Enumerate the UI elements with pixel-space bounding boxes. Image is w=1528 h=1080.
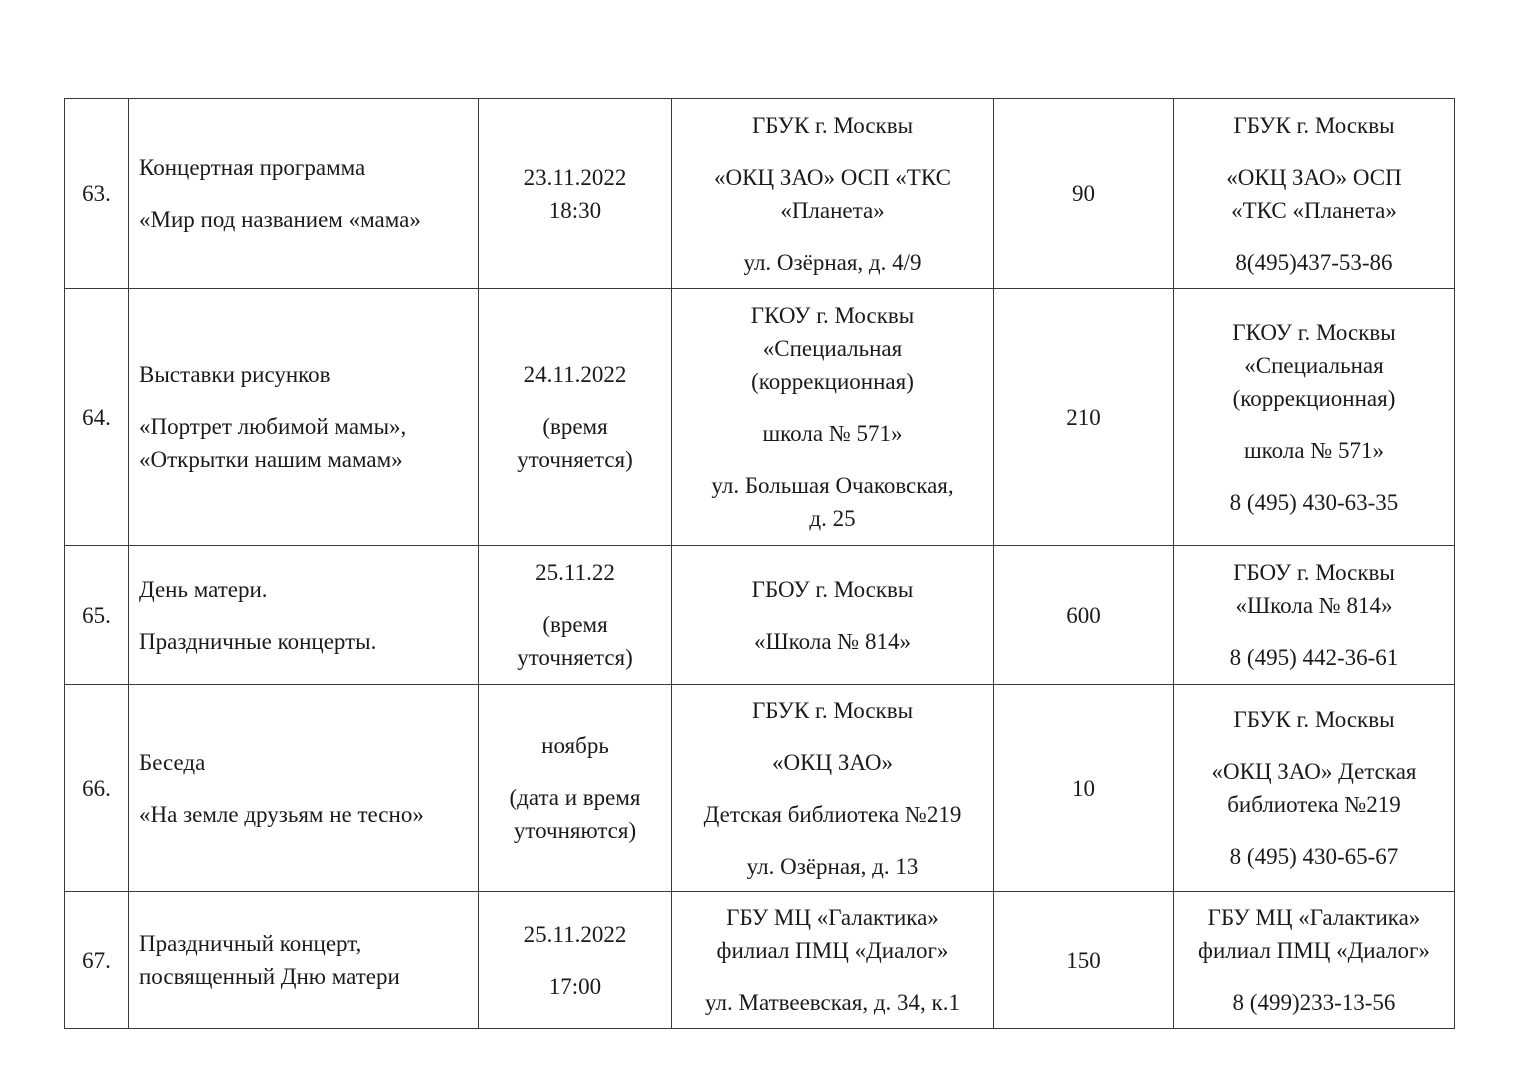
- cell-text-line: д. 25: [809, 506, 856, 531]
- cell-text-line: 24.11.2022: [523, 362, 627, 387]
- cell-text-line: Выставки рисунков: [139, 362, 331, 387]
- cell-text-line: 17:00: [548, 973, 602, 999]
- paragraph-gap: [1182, 467, 1446, 486]
- paragraph-gap: [139, 184, 470, 203]
- organizer-contact-cell: [1174, 99, 1455, 289]
- event-name-cell: [129, 685, 479, 892]
- cell-text: 90: [1072, 181, 1095, 206]
- cell-text-line: ГБОУ г. Москвы: [751, 576, 914, 602]
- row-number-cell: [65, 892, 129, 1029]
- cell-text-line: «Портрет любимой мамы»,: [139, 414, 407, 439]
- cell-text-line: «Мир под названием «мама»: [139, 207, 421, 232]
- cell-text-line: (коррекционная): [1232, 385, 1396, 411]
- paragraph-gap: [1182, 142, 1446, 161]
- participant-count-cell: [994, 546, 1174, 685]
- table-row: [65, 892, 1455, 1029]
- row-number-cell: [65, 546, 129, 685]
- cell-text-line: уточняется): [517, 645, 633, 670]
- row-number-cell: [65, 289, 129, 546]
- cell-text-line: 8 (495) 430-65-67: [1229, 844, 1399, 869]
- paragraph-gap: [487, 391, 663, 410]
- cell-text-line: ГБУК г. Москвы: [1233, 112, 1395, 138]
- cell-text-line: (дата и время: [509, 785, 641, 810]
- event-date-cell: [479, 99, 672, 289]
- paragraph-gap: [1182, 622, 1446, 641]
- cell-text-line: (коррекционная): [751, 369, 914, 394]
- row-number-cell: [65, 99, 129, 289]
- cell-text-line: ул. Озёрная, д. 13: [746, 853, 919, 879]
- cell-text: 63.: [82, 181, 111, 206]
- event-venue-cell: [672, 99, 994, 289]
- cell-text: 65.: [82, 602, 111, 628]
- event-venue-cell: [672, 892, 994, 1029]
- table-row: [65, 546, 1455, 685]
- cell-text: 66.: [82, 775, 111, 801]
- cell-text-line: 25.11.2022: [523, 921, 627, 947]
- cell-text-line: ул. Матвеевская, д. 34, к.1: [705, 990, 960, 1015]
- events-table: [64, 98, 1455, 1029]
- cell-text-line: филиал ПМЦ «Диалог»: [716, 938, 949, 963]
- cell-text-line: ГБУК г. Москвы: [1233, 707, 1395, 732]
- event-date-cell: [479, 289, 672, 546]
- cell-text-line: ГБУК г. Москвы: [751, 697, 914, 723]
- cell-text-line: 18:30: [548, 197, 602, 223]
- cell-text-line: Беседа: [139, 749, 206, 775]
- event-venue-cell: [672, 685, 994, 892]
- row-number-cell: [65, 685, 129, 892]
- cell-text-line: ГБУ МЦ «Галактика»: [1207, 905, 1421, 930]
- cell-text: 600: [1066, 602, 1101, 628]
- paragraph-gap: [1182, 736, 1446, 755]
- paragraph-gap: [1182, 415, 1446, 434]
- participant-count-cell: [994, 685, 1174, 892]
- cell-text-line: ГБОУ г. Москвы: [1233, 560, 1395, 585]
- cell-text-line: День матери.: [139, 576, 268, 602]
- table-row: [65, 289, 1455, 546]
- cell-text: 210: [1066, 404, 1101, 430]
- cell-text-line: 25.11.22: [535, 560, 615, 585]
- paragraph-gap: [680, 227, 985, 246]
- cell-text-line: 8 (495) 442-36-61: [1229, 645, 1399, 670]
- cell-text-line: 23.11.2022: [523, 164, 627, 190]
- paragraph-gap: [680, 142, 985, 161]
- paragraph-gap: [1182, 821, 1446, 840]
- cell-text: 64.: [82, 404, 111, 430]
- cell-text-line: (время: [542, 414, 608, 439]
- cell-text-line: «Специальная: [762, 336, 903, 361]
- cell-text-line: «ТКС «Планета»: [1231, 197, 1397, 223]
- cell-text-line: Детская библиотека №219: [703, 801, 962, 827]
- cell-text-line: школа № 571»: [762, 421, 903, 446]
- organizer-contact-cell: [1174, 892, 1455, 1029]
- cell-text-line: библиотека №219: [1227, 792, 1401, 817]
- paragraph-gap: [139, 606, 470, 625]
- event-date-cell: [479, 892, 672, 1029]
- event-name-cell: [129, 546, 479, 685]
- cell-text-line: Концертная программа: [139, 155, 366, 180]
- cell-text-line: ул. Озёрная, д. 4/9: [743, 249, 922, 275]
- paragraph-gap: [139, 779, 470, 798]
- cell-text-line: «Открытки нашим мамам»: [139, 447, 403, 472]
- participant-count-cell: [994, 289, 1174, 546]
- cell-text: 150: [1066, 947, 1101, 973]
- paragraph-gap: [680, 779, 985, 798]
- cell-text-line: уточняется): [517, 447, 633, 472]
- paragraph-gap: [487, 589, 663, 608]
- cell-text-line: «Планета»: [780, 197, 885, 223]
- cell-text-line: 8 (499)233-13-56: [1232, 990, 1396, 1015]
- paragraph-gap: [1182, 227, 1446, 246]
- cell-text-line: (время: [542, 612, 608, 637]
- organizer-contact-cell: [1174, 289, 1455, 546]
- cell-text-line: посвященный Дню матери: [139, 964, 400, 989]
- event-name-cell: [129, 289, 479, 546]
- cell-text-line: ГКОУ г. Москвы: [750, 303, 915, 328]
- cell-text-line: «ОКЦ ЗАО»: [772, 749, 893, 775]
- cell-text-line: «На земле друзьям не тесно»: [139, 801, 424, 827]
- cell-text-line: ГБУК г. Москвы: [751, 112, 914, 138]
- cell-text-line: «ОКЦ ЗАО» ОСП: [1226, 164, 1402, 190]
- cell-text-line: Праздничные концерты.: [139, 628, 377, 654]
- paragraph-gap: [487, 951, 663, 970]
- cell-text-line: школа № 571»: [1243, 437, 1385, 463]
- cell-text-line: «Школа № 814»: [753, 628, 912, 654]
- paragraph-gap: [139, 391, 470, 410]
- cell-text-line: ГКОУ г. Москвы: [1232, 319, 1396, 345]
- cell-text-line: Праздничный концерт,: [139, 931, 362, 956]
- cell-text-line: ул. Большая Очаковская,: [711, 473, 954, 498]
- paragraph-gap: [680, 398, 985, 417]
- event-name-cell: [129, 99, 479, 289]
- paragraph-gap: [680, 831, 985, 850]
- cell-text-line: «ОКЦ ЗАО» Детская: [1211, 759, 1417, 784]
- cell-text-line: уточняются): [513, 818, 637, 843]
- event-date-cell: [479, 685, 672, 892]
- table-row: [65, 99, 1455, 289]
- cell-text-line: 8 (495) 430-63-35: [1229, 489, 1399, 515]
- event-name-cell: [129, 892, 479, 1029]
- participant-count-cell: [994, 892, 1174, 1029]
- participant-count-cell: [994, 99, 1174, 289]
- cell-text-line: «Школа № 814»: [1235, 593, 1393, 618]
- cell-text-line: «Специальная: [1244, 352, 1384, 378]
- paragraph-gap: [487, 762, 663, 781]
- cell-text-line: 8(495)437-53-86: [1235, 249, 1393, 275]
- event-venue-cell: [672, 289, 994, 546]
- cell-text: 10: [1072, 775, 1095, 801]
- organizer-contact-cell: [1174, 685, 1455, 892]
- cell-text-line: ГБУ МЦ «Галактика»: [726, 905, 939, 930]
- event-date-cell: [479, 546, 672, 685]
- table-row: [65, 685, 1455, 892]
- cell-text-line: «ОКЦ ЗАО» ОСП «ТКС: [714, 164, 951, 190]
- events-table-body: [65, 99, 1455, 1029]
- cell-text-line: ноябрь: [541, 733, 609, 758]
- paragraph-gap: [1182, 967, 1446, 986]
- event-venue-cell: [672, 546, 994, 685]
- cell-text: 67.: [82, 947, 111, 973]
- paragraph-gap: [680, 450, 985, 469]
- paragraph-gap: [680, 727, 985, 746]
- organizer-contact-cell: [1174, 546, 1455, 685]
- cell-text-line: филиал ПМЦ «Диалог»: [1198, 938, 1430, 963]
- paragraph-gap: [680, 606, 985, 625]
- paragraph-gap: [680, 967, 985, 986]
